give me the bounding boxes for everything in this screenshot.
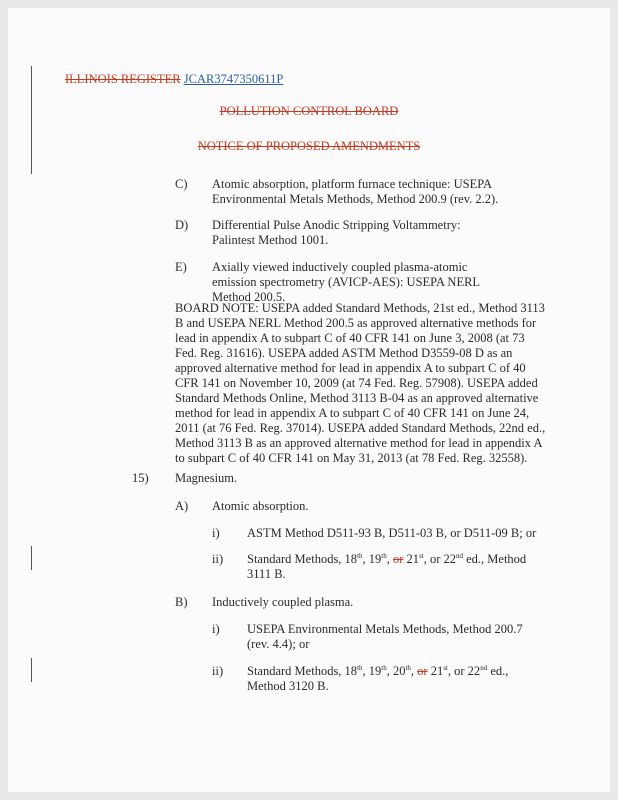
subitem-text: Standard Methods, 18th, 19th, 20th, or 21st, or 22nd ed., Method 3120 B. [247, 663, 509, 693]
subitem-label: i) [212, 622, 220, 636]
item-text: Axially viewed inductively coupled plasma-atomic emission spectrometry (AVICP-AES): USEPA NERL Method 200.5. [212, 260, 480, 304]
subitem-text: USEPA Environmental Metals Methods, Method 200.7 (rev. 4.4); or [247, 622, 523, 651]
subitem-label: ii) [212, 552, 224, 566]
subitem-text: ASTM Method D511-93 B, D511-03 B, or D511-09 B; or [247, 526, 537, 540]
subitem-text: Standard Methods, 18th, 19th, or 21st, or 22nd ed., Method 3111 B. [247, 551, 527, 581]
section-title: Magnesium. [175, 471, 238, 485]
subitem-label: i) [212, 526, 220, 540]
item-label: E) [175, 260, 187, 274]
document-page [8, 8, 610, 792]
item-label: D) [175, 218, 189, 232]
register-inserted: JCAR3747350611P [183, 72, 284, 86]
item-label: B) [175, 595, 188, 609]
item-text: Atomic absorption, platform furnace technique: USEPA Environmental Metals Methods, Method 200.9 (rev. 2.2). [212, 177, 499, 206]
item-text: Atomic absorption. [212, 499, 309, 513]
revision-bar [31, 66, 32, 174]
item-text: Differential Pulse Anodic Stripping Voltammetry: Palintest Method 1001. [212, 218, 461, 247]
item-label: C) [175, 177, 188, 191]
board-heading: POLLUTION CONTROL BOARD [219, 104, 399, 118]
revision-bar [31, 658, 32, 682]
item-text: Inductively coupled plasma. [212, 595, 354, 609]
register-header [65, 72, 283, 87]
item-label: A) [175, 499, 189, 513]
section-number: 15) [132, 471, 149, 485]
register-deleted: ILLINOIS REGISTER [65, 72, 181, 86]
revision-bar [31, 546, 32, 570]
subitem-label: ii) [212, 664, 224, 678]
notice-heading: NOTICE OF PROPOSED AMENDMENTS [197, 139, 421, 153]
board-note: BOARD NOTE: USEPA added Standard Methods, 21st ed., Method 3113 B and USEPA NERL Method 200.5 as approved alternative methods for lead in appendix A to subpart C of 40 CFR 141 on June 3, 2008 (at 73 Fed. Reg. 31616). USEPA added ASTM Method D3559-08 D as an approved alternative method for lead in appendix A to subpart C of 40 CFR 141 on November 10, 2009 (at 74 Fed. Reg. 57908). USEPA added Standard Methods Online, Method 3113 B-04 as an approved alternative method for lead in appendix A to subpart C of 40 CFR 141 on June 24, 2011 (at 76 Fed. Reg. 37014). USEPA added Standard Methods, 22nd ed., Method 3113 B as an approved alternative method for lead in appendix A to subpart C of 40 CFR 141 on May 31, 2013 (at 78 Fed. Reg. 32558). [175, 301, 546, 465]
